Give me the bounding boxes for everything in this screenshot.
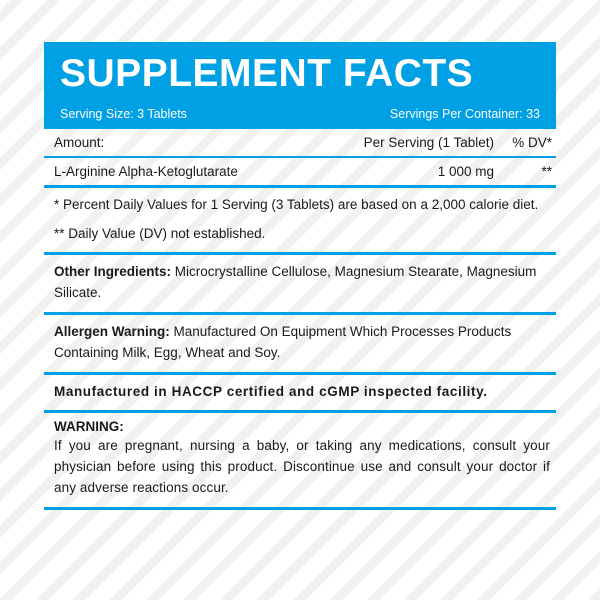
- serving-size: Serving Size: 3 Tablets: [60, 107, 187, 121]
- allergen-warning-text: Manufactured On Equipment Which Processes Products Containing Milk, Egg, Wheat and Soy.: [54, 323, 512, 360]
- label-body: [44, 129, 556, 510]
- other-ingredients-label: Other Ingredients:: [54, 263, 172, 279]
- column-header-amount: Amount:: [54, 135, 105, 150]
- divider: [44, 507, 556, 510]
- allergen-warning-section: [44, 315, 556, 372]
- ingredient-name: L-Arginine Alpha-Ketoglutarate: [54, 164, 238, 179]
- warning-label: WARNING:: [54, 419, 124, 435]
- other-ingredients-section: [44, 255, 556, 312]
- table-row: [44, 158, 556, 185]
- footnote-daily-values: * Percent Daily Values for 1 Serving (3 Tablets) are based on a 2,000 calorie diet.: [54, 197, 539, 212]
- page-title: SUPPLEMENT FACTS: [60, 52, 474, 95]
- label-panel: [44, 42, 556, 510]
- column-header-per-serving: Per Serving (1 Tablet): [363, 135, 494, 150]
- ingredient-amount: 1 000 mg: [437, 164, 494, 179]
- nutrition-table-header: [44, 129, 556, 156]
- allergen-warning-label: Allergen Warning:: [54, 323, 170, 339]
- serving-info: [60, 107, 540, 121]
- warning-text: If you are pregnant, nursing a baby, or taking any medications, consult your physician before using this product. Discontinue use and consult your doctor if any adverse reactions occur.: [54, 438, 550, 496]
- other-ingredients-text: Microcrystalline Cellulose, Magnesium Stearate, Magnesium Silicate.: [54, 263, 537, 300]
- footnote-dv-not-established: ** Daily Value (DV) not established.: [54, 225, 266, 241]
- manufacturing-statement: Manufactured in HACCP certified and cGMP inspected facility.: [54, 383, 488, 399]
- ingredient-dv: **: [541, 164, 552, 179]
- servings-per-container: Servings Per Container: 33: [389, 107, 540, 121]
- column-header-dv: % DV*: [512, 135, 552, 150]
- label-header: [44, 42, 556, 129]
